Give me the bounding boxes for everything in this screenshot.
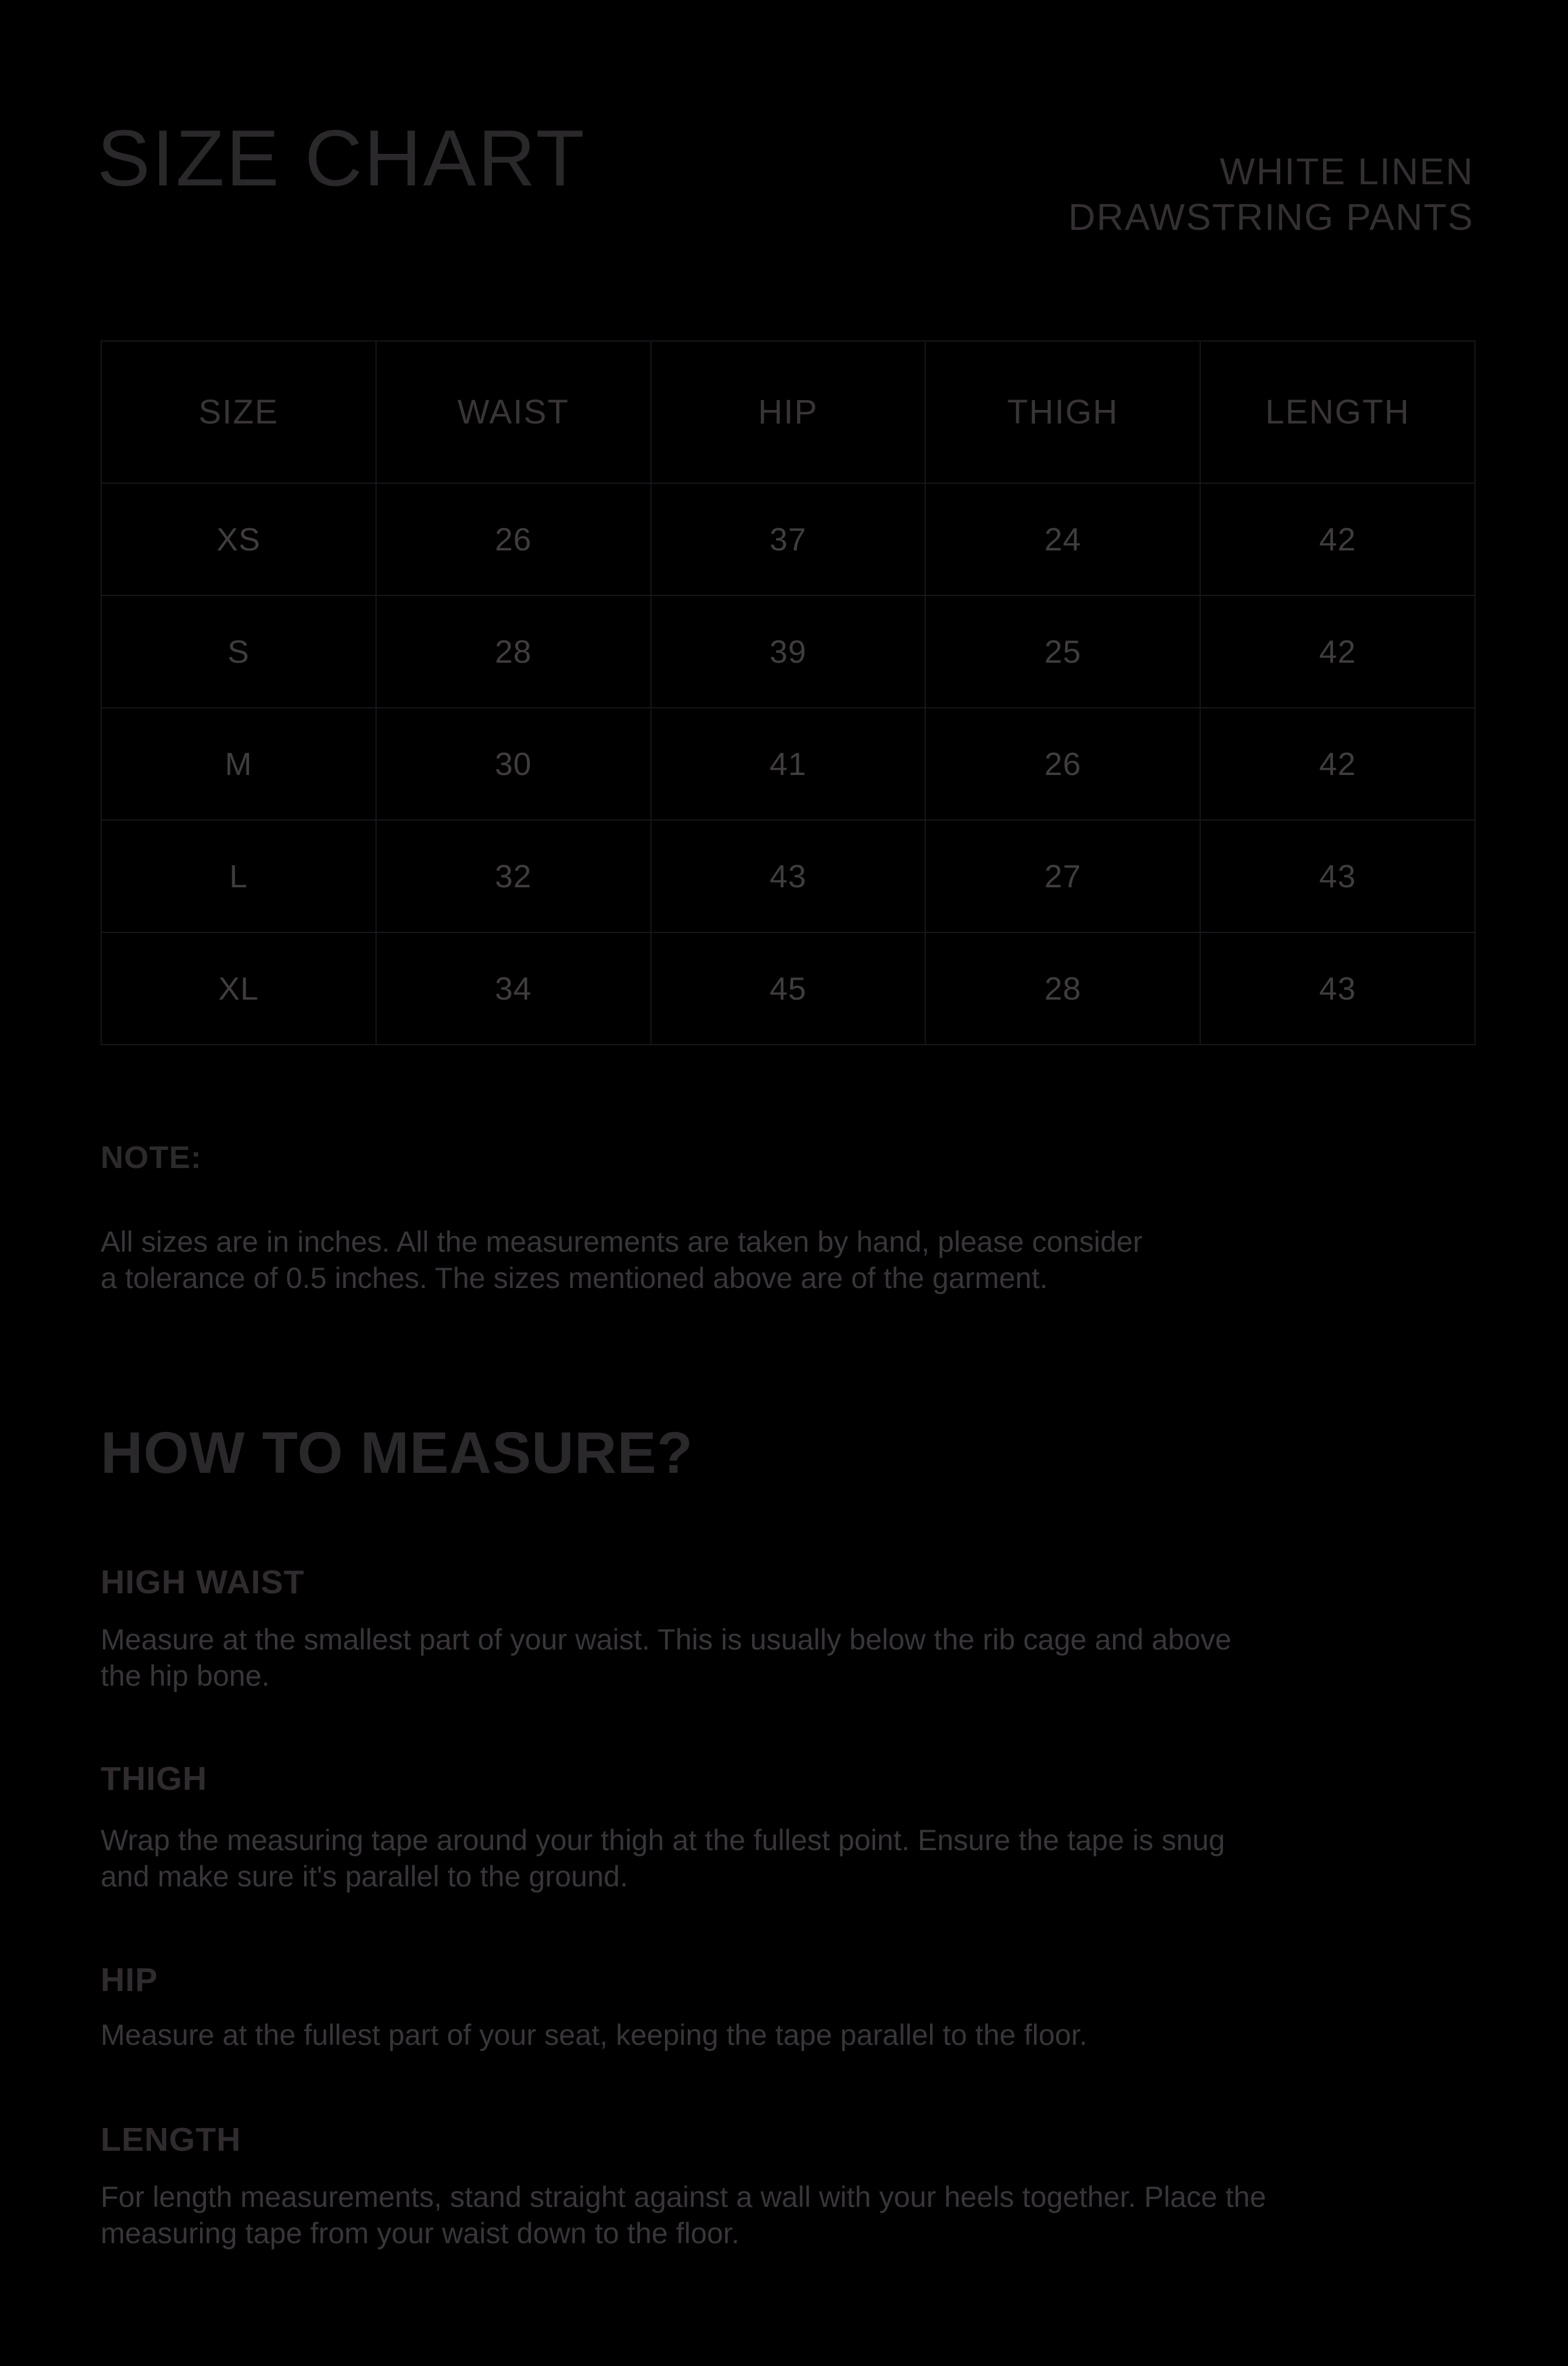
size-table [101, 340, 1476, 1045]
cell-hip: 39 [651, 595, 926, 708]
cell-waist: 34 [376, 932, 651, 1045]
section-text-line: and make sure it's parallel to the ground. [101, 1860, 628, 1893]
column-header-size: SIZE [101, 341, 376, 483]
table-row-m [101, 708, 1475, 820]
size-table-body [101, 483, 1475, 1045]
column-header-thigh: THIGH [925, 341, 1200, 483]
cell-length: 42 [1200, 595, 1475, 708]
cell-thigh: 26 [925, 708, 1200, 820]
column-header-waist: WAIST [376, 341, 651, 483]
section-text-line: Measure at the fullest part of your seat, keeping the tape parallel to the floor. [101, 2019, 1088, 2051]
cell-size: L [101, 820, 376, 932]
header-row [101, 341, 1475, 483]
table-row-s [101, 595, 1475, 708]
section-title-hip: HIP [101, 1961, 158, 1999]
cell-waist: 32 [376, 820, 651, 932]
note-line-2: a tolerance of 0.5 inches. The sizes mentioned above are of the garment. [101, 1262, 1048, 1294]
cell-hip: 43 [651, 820, 926, 932]
product-name-line2: DRAWSTRING PANTS [1068, 196, 1474, 238]
section-text-line: the hip bone. [101, 1659, 270, 1692]
section-text-line: For length measurements, stand straight against a wall with your heels together. Place the [101, 2181, 1266, 2213]
column-header-hip: HIP [651, 341, 926, 483]
cell-size: XL [101, 932, 376, 1045]
cell-hip: 45 [651, 932, 926, 1045]
cell-thigh: 24 [925, 483, 1200, 595]
section-title-high-waist: HIGH WAIST [101, 1563, 305, 1601]
cell-length: 43 [1200, 932, 1475, 1045]
cell-size: XS [101, 483, 376, 595]
note-text [101, 1224, 1143, 1296]
section-text-line: Wrap the measuring tape around your thigh at the fullest point. Ensure the tape is snug [101, 1824, 1225, 1857]
product-name-line1: WHITE LINEN [1219, 150, 1474, 192]
page-title: SIZE CHART [97, 113, 587, 202]
cell-size: M [101, 708, 376, 820]
section-title-length: LENGTH [101, 2121, 242, 2158]
cell-thigh: 28 [925, 932, 1200, 1045]
cell-hip: 37 [651, 483, 926, 595]
cell-size: S [101, 595, 376, 708]
cell-thigh: 25 [925, 595, 1200, 708]
cell-length: 42 [1200, 708, 1475, 820]
section-text-hip [101, 2017, 1087, 2053]
section-title-thigh: THIGH [101, 1760, 208, 1797]
note-line-1: All sizes are in inches. All the measurements are taken by hand, please consider [101, 1225, 1143, 1258]
column-header-length: LENGTH [1200, 341, 1475, 483]
section-text-line: measuring tape from your waist down to the floor. [101, 2217, 740, 2250]
section-text-high-waist [101, 1621, 1231, 1694]
size-table-header [101, 341, 1475, 483]
section-text-thigh [101, 1822, 1225, 1895]
section-text-line: Measure at the smallest part of your waist. This is usually below the rib cage and above [101, 1623, 1232, 1656]
cell-length: 42 [1200, 483, 1475, 595]
cell-length: 43 [1200, 820, 1475, 932]
note-heading: NOTE: [101, 1140, 202, 1175]
cell-waist: 28 [376, 595, 651, 708]
cell-waist: 26 [376, 483, 651, 595]
table-row-l [101, 820, 1475, 932]
table-row-xs [101, 483, 1475, 595]
product-name [1069, 149, 1474, 240]
cell-waist: 30 [376, 708, 651, 820]
how-to-measure-heading: HOW TO MEASURE? [101, 1420, 694, 1486]
cell-thigh: 27 [925, 820, 1200, 932]
cell-hip: 41 [651, 708, 926, 820]
table-row-xl [101, 932, 1475, 1045]
section-text-length [101, 2179, 1266, 2251]
